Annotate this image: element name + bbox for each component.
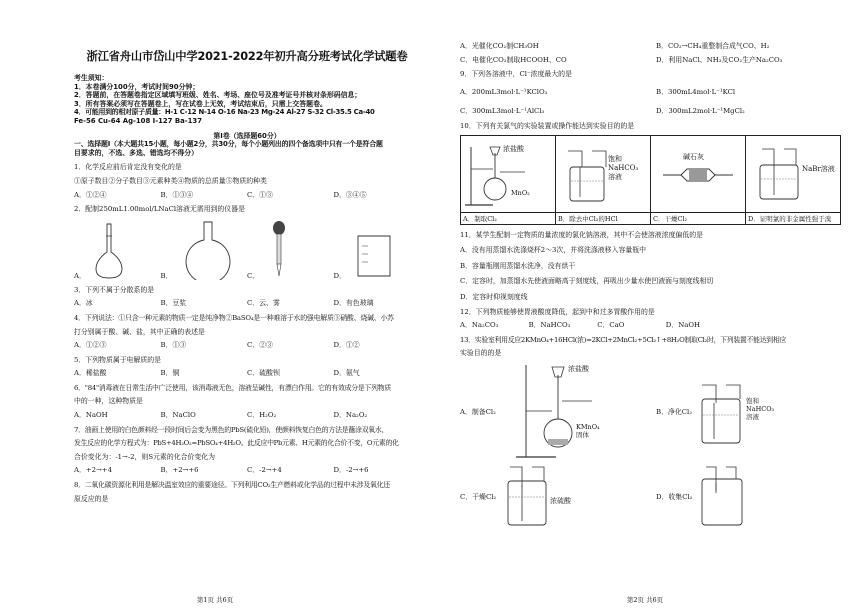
q12-option-d: D．NaOH [665,321,700,330]
q13-option-b: B．净化Cl₂ [656,407,692,416]
kmno4-generator-icon [496,361,616,461]
q5-options [74,369,420,378]
q10-figure-d [746,135,841,212]
q9-stem: 9．下列各溶液中，Cl⁻浓度最大的是 [460,70,572,79]
q8-stem-1: 8．二氧化碳资源化利用是解决温室效应的重要途径。下列利用CO₂生产燃料或化学品的过程中未涉及氧化还 [74,481,390,490]
q8-option-c: C．电催化CO₂制取HCOOH、CO [460,55,567,64]
q13-option-c: C．干燥Cl₂ [460,492,497,501]
dropper-icon [267,220,291,280]
q13-label-nahco3-a: 饱和 [745,396,759,405]
q2-figures [74,218,420,280]
notice-line-2: 2．答题前，在答题卷指定区域填写班级、姓名、考场、座位号及准考证号并核对条形码信息； [74,91,362,100]
page-2 [430,0,860,608]
q7-option-a: A．+2→+4 [74,466,112,475]
q8-options-row-1 [460,42,852,51]
q8-stem-2: 原反应的是 [74,494,109,503]
notice-line-1: 1．本卷满分100分，考试时间90分钟； [74,82,200,91]
beaker-icon [354,232,394,280]
drying-bottle-icon [496,463,606,529]
q3-stem: 3．下列不属于分散系的是 [74,285,155,294]
q13-figures [460,361,852,531]
q4-option-c: C．②③ [247,341,273,350]
q13-cell-b [656,361,852,461]
q12-options [460,321,734,330]
q13-stem-1: 13．实验室利用反应2KMnO₄+16HCl(浓)=2KCl+2MnCl₂+5Cl₂↑+8H₂O制取Cl₂时，下列装置不能达到相应 [460,335,787,344]
q10-label-nahco3-c: 溶液 [608,172,622,181]
q13-stem-2: 实验目的的是 [460,349,502,358]
q5-option-b: B．铜 [160,369,180,378]
q8-option-a: A．光催化CO₂制CH₃OH [460,42,539,50]
section-instruction-2: 目要求的，不选、多选、错选均不得分） [74,148,199,157]
q11-option-c: C．定容时，加蒸馏水先使液面略高于刻度线，再吸出少量水使凹液面与刻度线相切 [460,277,714,286]
q10-label-soda-lime: 碱石灰 [683,152,704,161]
q8-option-d: D．利用NaCl、NH₃及CO₂生产Na₂CO₃ [656,55,783,64]
q4-stem-2: 打分别属于酸、碱、盐，其中正确的表述是 [74,327,205,336]
q9-options-row-1 [460,88,852,97]
q12-stem: 12．下列物质能够使胃液酸度降低，起到中和过多胃酸作用的是 [460,307,655,316]
q1-option-c: C．①③ [247,190,273,199]
q5-option-c: C．硫酸钡 [247,369,280,378]
q13-option-a: A．制备Cl₂ [460,407,496,416]
washing-bottle-icon [692,371,802,451]
volumetric-flask-icon [94,222,124,280]
q12-option-c: C．CaO [597,321,625,330]
nabr-bottle-icon [748,139,838,209]
gas-washing-bottle-icon [558,139,648,209]
q13-label-kmno4-b: 固体 [575,430,589,439]
q6-stem-2: 中的一种，这种物质是 [74,397,143,406]
q2-option-c: C． [247,271,260,280]
q8-option-b: B．CO₂→CH₄重整制合成气CO、H₂ [656,42,770,50]
q11-option-b: B．容量瓶刚用蒸馏水洗净，没有烘干 [460,261,576,270]
q9-option-c: C．300mL3mol·L⁻¹AlCl₃ [460,107,545,116]
q13-label-kmno4-a: KMnO₄ [575,422,600,431]
exam-title: 浙江省舟山市岱山中学2021-2022年初升高分班考试化学试题卷 [86,50,408,63]
page-footer-left: 第1页 共6页 [196,596,234,604]
q13-cell-d [656,461,852,531]
q10-apparatus-table [460,135,841,225]
q2-option-a: A． [74,271,86,280]
q1-option-b: B．①③④ [160,190,194,199]
q2-option-b: B． [160,271,173,280]
notice-line-5: Fe-56 Cu-64 Ag-108 I-127 Ba-137 [74,116,203,125]
q10-stem: 10．下列有关氯气的实验装置或操作能达到实验目的的是 [460,121,635,130]
section-instruction-1: 一、选择题Ⅰ（本大题共15小题，每小题2分，共30分，每个小题列出的四个备选项中只有一个是符合题 [74,140,383,149]
q1-stem: 1．化学反应前后肯定没有变化的是 [74,163,182,172]
q13-option-d: D．收集Cl₂ [656,492,693,501]
q3-option-c: C．云、雾 [247,299,280,308]
q10-label-nahco3-a: 饱和 [608,154,622,163]
q10-option-a: A．制取Cl₂ [461,212,556,224]
q5-stem: 5．下列物质属于电解质的是 [74,355,162,364]
q6-options [74,411,420,420]
q4-option-d: D．①② [333,341,360,350]
notice-line-3: 3．所有答案必须写在答题卷上，写在试卷上无效，考试结束后，只需上交答题卷。 [74,99,327,108]
q7-options [74,466,420,475]
q7-stem-1: 7．油画上使用的白色颜料经一段时间后会变为黑色的PbS(硫化铅)，使颜料恢复白色的方法是蘸涂双氧水， [74,425,389,434]
q4-stem-1: 4．下列说法：①只含一种元素的物质一定是纯净物②BaSO₄是一种难溶于水的强电解质③硝酸、烧碱、小苏 [74,313,394,322]
q9-option-d: D．300mL2mol·L⁻¹MgCl₂ [656,107,745,116]
q9-option-b: B．300mL4mol·L⁻¹KCl [656,87,736,96]
q12-option-b: B．NaHCO₃ [528,321,571,330]
q12-option-a: A．Na₂CO₃ [460,321,499,330]
q11-option-a: A．没有用蒸馏水洗涤烧杯2～3次，并将洗涤液移入容量瓶中 [460,246,647,255]
q2-stem: 2．配制250mL1.00mol/LNaCl溶液无需用到的仪器是 [74,205,245,214]
q1-option-a: A．①②④ [74,190,107,199]
q4-option-b: B．①③ [160,341,187,350]
q10-figure-a [461,135,556,212]
q7-stem-3: 合价变化为：-1→-2，则S元素的化合价变化为 [74,452,216,461]
section-heading: 第Ⅰ卷（选择题60分） [213,131,281,140]
q10-figure-c [651,135,746,212]
q6-option-a: A．NaOH [74,411,108,420]
q13-label-hcl: 浓盐酸 [567,364,589,373]
q6-option-d: D．Na₂O₂ [333,411,368,420]
q10-option-c: C．干燥Cl₂ [651,212,746,224]
q10-label-mno2: MnO₂ [511,188,530,197]
q3-option-a: A．冰 [74,299,93,308]
q5-option-d: D．氨气 [333,369,360,378]
q3-options [74,299,420,308]
q7-option-c: C．-2→+4 [247,466,282,475]
q10-option-d: D．证明氯的非金属性强于溴 [746,212,841,224]
q9-option-a: A．200mL3mol·L⁻¹KClO₃ [460,87,548,96]
q13-label-nahco3-b: NaHCO₃ [745,404,775,413]
q13-cell-c [460,461,656,531]
q11-option-d: D．定容时仰视刻度线 [460,292,528,301]
chlorine-generator-icon [463,139,553,209]
q6-option-c: C．H₂O₂ [247,411,277,420]
q6-option-b: B．NaClO [160,411,196,420]
q2-option-d: D． [333,271,346,280]
q1-option-d: D．③④⑤ [333,190,367,199]
q6-stem-1: 6．"84"消毒液在日常生活中广泛使用，该消毒液无色，溶液呈碱性，有漂白作用。它的有效成分是下列物质 [74,383,392,392]
q3-option-d: D．有色玻璃 [333,299,374,308]
q10-figure-b [556,135,651,212]
q13-label-h2so4: 浓硫酸 [550,496,572,505]
q7-option-d: D．-2→+6 [333,466,369,475]
q10-label-nabr: NaBr溶液 [802,164,835,173]
q1-options [74,191,420,200]
q13-cell-a [460,361,656,461]
notice-heading: 考生须知： [74,74,109,82]
q4-options [74,341,420,350]
q3-option-b: B．豆浆 [160,299,187,308]
q8-options-row-2 [460,56,852,65]
q5-option-a: A．稀盐酸 [74,369,107,378]
q13-label-nahco3-c: 溶液 [745,412,759,421]
q1-items: ①原子数目②分子数目③元素种类④物质的总质量⑤物质的种类 [74,176,267,185]
q7-stem-2: 发生反应的化学方程式为：PbS+4H₂O₂=PbSO₄+4H₂O。此反应中Pb元素、H元素的化合价不变，O元素的化 [74,439,399,448]
page-footer-right: 第2页 共6页 [626,596,664,604]
q11-stem: 11．某学生配制一定物质的量浓度的氯化钠溶液，其中不会使溶液浓度偏低的是 [460,230,704,239]
q10-option-b: B．除去中Cl₂的HCl [556,212,651,224]
round-flask-icon [180,220,236,280]
q7-option-b: B．+2→+6 [160,466,199,475]
q10-label-nahco3-b: NaHCO₃ [608,163,639,172]
q10-label-hcl: 浓盐酸 [503,144,524,153]
q9-options-row-2 [460,107,852,116]
q4-option-a: A．①②③ [74,341,107,350]
notice-line-4: 4．可能用到的相对原子质量：H-1 C-12 N-14 O-16 Na-23 Mg-24 Al-27 S-32 Cl-35.5 Ca-40 [74,108,375,117]
collection-bottle-icon [692,463,772,529]
drying-tube-icon [653,139,743,209]
